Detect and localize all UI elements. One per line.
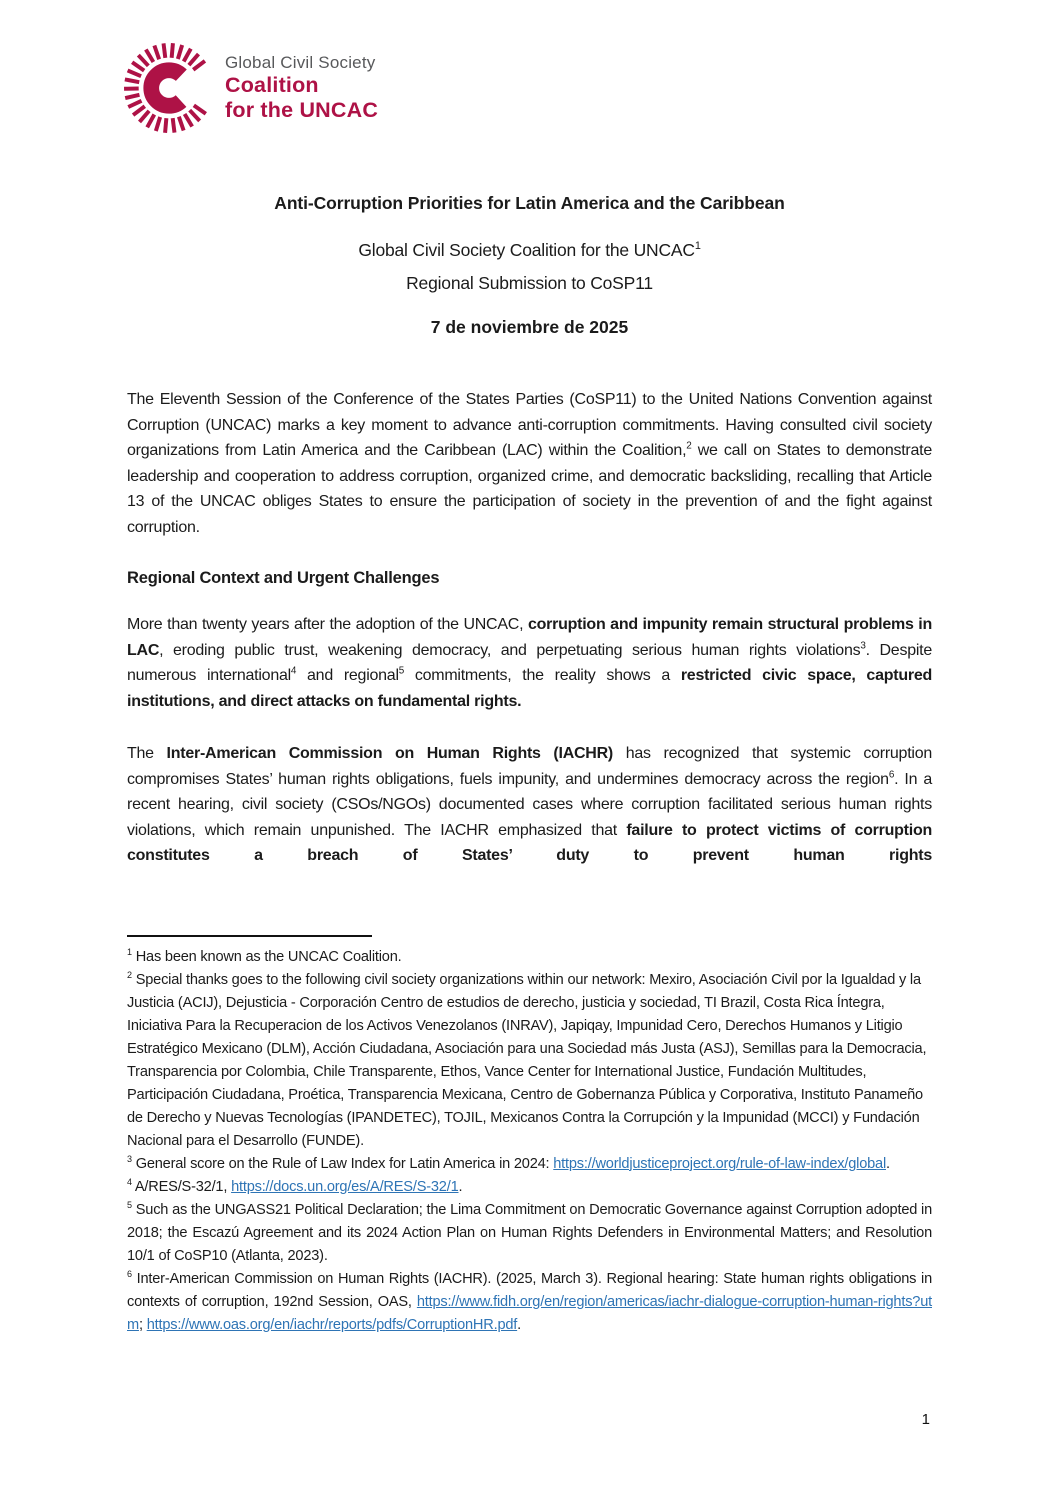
org-subtitle: Global Civil Society Coalition for the UNCAC$^1$ xyxy=(358,240,701,260)
footnotes-section xyxy=(127,935,932,1337)
submission-subtitle: Regional Submission to CoSP11 xyxy=(406,273,653,293)
footnote-3: $^3$ General score on the Rule of Law Index for Latin America in 2024: https://worldjusticeproject.org/rule-of-law-index/global. xyxy=(127,1153,890,1172)
page-number: 1 xyxy=(921,1411,930,1428)
document-title: Anti-Corruption Priorities for Latin America and the Caribbean xyxy=(274,193,785,213)
footnote-1: $^1$ Has been known as the UNCAC Coalition. xyxy=(127,946,402,965)
footnote-separator-line xyxy=(127,935,372,937)
iachr-paragraph: The Inter-American Commission on Human Rights (IACHR) has recognized that systemic corruption compromises States’ human rights obligations, fuels impunity, and undermines democracy across the region$^6$. In a recent hearing, civil society (CSOs/NGOs) documented cases where corruption facilitated serious human rights violations, which remain unpunished. The IACHR emphasized that failure to protect victims of corruption constitutes a breach of States’ duty to prevent human rights xyxy=(127,745,933,864)
org-logo xyxy=(123,42,932,134)
hyperlink[interactable]: https://www.oas.org/en/iachr/reports/pdfs/CorruptionHR.pdf xyxy=(146,1316,518,1333)
coalition-burst-logo-icon xyxy=(123,42,215,134)
section-heading-regional-context: Regional Context and Urgent Challenges xyxy=(127,569,440,587)
hyperlink[interactable]: https://worldjusticeproject.org/rule-of-law-index/global xyxy=(553,1155,886,1172)
intro-paragraph: The Eleventh Session of the Conference of the States Parties (CoSP11) to the United Nations Convention against Corruption (UNCAC) marks a key moment to advance anti-corruption commitments. Having consulted civil society organizations from Latin America and the Caribbean (LAC) within the Coalition,$^2$ we call on States to demonstrate leadership and cooperation to address corruption, organized crime, and democratic backsliding, recalling that Article 13 of the UNCAC obliges States to ensure the participation of society in the prevention of and the fight against corruption. xyxy=(127,391,932,536)
logo-line-global-civil-society: Global Civil Society xyxy=(225,53,376,73)
footnote-4: $^4$ A/RES/S-32/1, https://docs.un.org/es/A/RES/S-32/1. xyxy=(127,1176,463,1195)
logo-line-coalition: Coalition xyxy=(225,72,319,97)
logo-wordmark xyxy=(225,53,378,123)
footnote-2: $^2$ Special thanks goes to the following civil society organizations within our network: Mexiro, Asociación Civil por la Igualdad y la Justicia (ACIJ), Dejusticia - Corporación Centro de estudios de derecho, justicia y sociedad, TI Brazil, Costa Rica Íntegra, Iniciativa Para la Recuperacion de los Activos Venezolanos (INRAV), Japiqay, Impunidad Cero, Derechos Humanos y Litigio Estratégico Mexicano (DLM), Acción Ciudadana, Asociación para una Sociedad más Justa (ASJ), Semillas para la Democracia, Transparencia por Colombia, Chile Transparente, Ethos, Vance Center for International Justice, Fundación Multitudes, Participación Ciudadana, Proética, Transparencia Mexicana, Centro de Gobernanza Pública y Corporativa, Instituto Panameño de Derecho y Nuevas Tecnologías (IPANDETEC), TOJIL, Mexicanos Contra la Corrupción y la Impunidad (MCCI) y Fundación Nacional para el Desarrollo (FUNDE). xyxy=(127,969,927,1149)
document-date: 7 de noviembre de 2025 xyxy=(430,317,629,337)
footnote-6: $^6$ Inter-American Commission on Human Rights (IACHR). (2025, March 3). Regional hearing: State human rights obligations in contexts of corruption, 192nd Session, OAS, https://www.fidh.org/en/region/americas/iachr-dialogue-corruption-human-rights?utm; https://www.oas.org/en/iachr/reports/pdfs/CorruptionHR.pdf. xyxy=(127,1268,932,1333)
footnote-5: $^5$ Such as the UNGASS21 Political Declaration; the Lima Commitment on Democratic Governance against Corruption adopted in 2018; the Escazú Agreement and its 2024 Action Plan on Human Rights Defenders in Environmental Matters; and Resolution 10/1 of CoSP10 (Atlanta, 2023). xyxy=(127,1199,932,1264)
logo-line-for-the-uncac: for the UNCAC xyxy=(225,97,379,122)
page-content xyxy=(0,42,1059,1337)
regional-context-paragraph: More than twenty years after the adoption of the UNCAC, corruption and impunity remain structural problems in LAC, eroding public trust, weakening democracy, and perpetuating serious human rights violations$^3$. Despite numerous international$^4$ and regional$^5$ commitments, the reality shows a restricted civic space, captured institutions, and direct attacks on fundamental rights. xyxy=(127,616,933,710)
hyperlink[interactable]: https://docs.un.org/es/A/RES/S-32/1 xyxy=(231,1178,459,1195)
hyperlink[interactable]: https://www.fidh.org/en/region/americas/iachr-dialogue-corruption-human-rights?utm xyxy=(127,1293,932,1333)
